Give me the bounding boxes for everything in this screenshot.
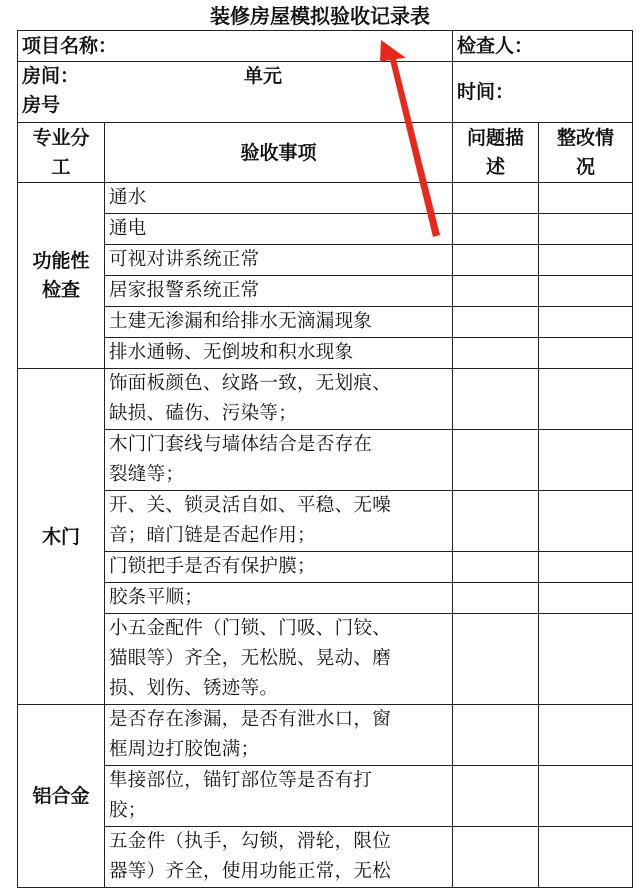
project-name-label: 项目名称：	[22, 35, 118, 57]
room-label: 房间：	[22, 65, 80, 87]
item-text: 排水通畅、无倒坡和积水现象	[109, 342, 354, 363]
item-text: 土建无渗漏和给排水无滴漏现象	[109, 311, 373, 332]
item-text: 门锁把手是否有保护膜；	[109, 556, 316, 577]
item-text-line: 器等）齐全，使用功能正常，无松	[109, 861, 392, 882]
unit-label: 单元	[244, 65, 283, 87]
item-text-line: 是否存在渗漏，是否有泄水口，窗	[109, 709, 392, 730]
item-text: 通电	[109, 218, 147, 239]
fix-header-line2: 况	[576, 155, 596, 178]
section-functional-line1: 功能性	[32, 249, 90, 272]
item-text: 居家报警系统正常	[109, 280, 260, 301]
red-arrow-shape	[380, 40, 440, 237]
room-no-label: 房号	[22, 94, 61, 116]
item-header-label: 验收事项	[240, 141, 317, 164]
division-header-line1: 专业分	[32, 126, 90, 149]
document-title: 装修房屋模拟验收记录表	[210, 4, 430, 28]
item-text: 可视对讲系统正常	[109, 249, 260, 270]
section-functional-line2: 检查	[41, 278, 80, 301]
item-text-line: 胶；	[109, 800, 147, 821]
problem-header-line2: 述	[486, 155, 506, 178]
item-text-line: 猫眼等）齐全，无松脱、晃动、磨	[109, 648, 392, 669]
section-aluminum-label: 铝合金	[32, 785, 90, 807]
time-label: 时间：	[457, 81, 515, 103]
fix-header-line1: 整改情	[557, 126, 615, 149]
item-text-line: 饰面板颜色、纹路一致，无划痕、	[109, 373, 392, 394]
item-text-line: 木门门套线与墙体结合是否存在	[109, 434, 373, 455]
division-header-line2: 工	[51, 155, 71, 178]
item-text-line: 缺损、磕伤、污染等；	[109, 403, 298, 424]
item-text-line: 开、关、锁灵活自如、平稳、无噪	[109, 495, 392, 516]
item-text-line: 音；暗门链是否起作用；	[109, 525, 316, 546]
item-text-line: 隼接部位，锚钉部位等是否有打	[109, 770, 373, 791]
item-text: 胶条平顺；	[109, 587, 204, 608]
section-wooden-door-label: 木门	[41, 525, 80, 548]
item-text: 通水	[109, 187, 147, 208]
item-text-line: 裂缝等；	[109, 464, 185, 485]
item-text-line: 损、划伤、锈迹等。	[109, 678, 279, 699]
item-text-line: 小五金配件（门锁、门吸、门铰、	[109, 618, 392, 639]
item-text-line: 五金件（执手，勾锁，滑轮，限位	[109, 831, 392, 852]
item-text-line: 框周边打胶饱满；	[109, 739, 260, 760]
problem-header-line1: 问题描	[467, 126, 525, 149]
inspector-label: 检查人：	[457, 35, 534, 57]
